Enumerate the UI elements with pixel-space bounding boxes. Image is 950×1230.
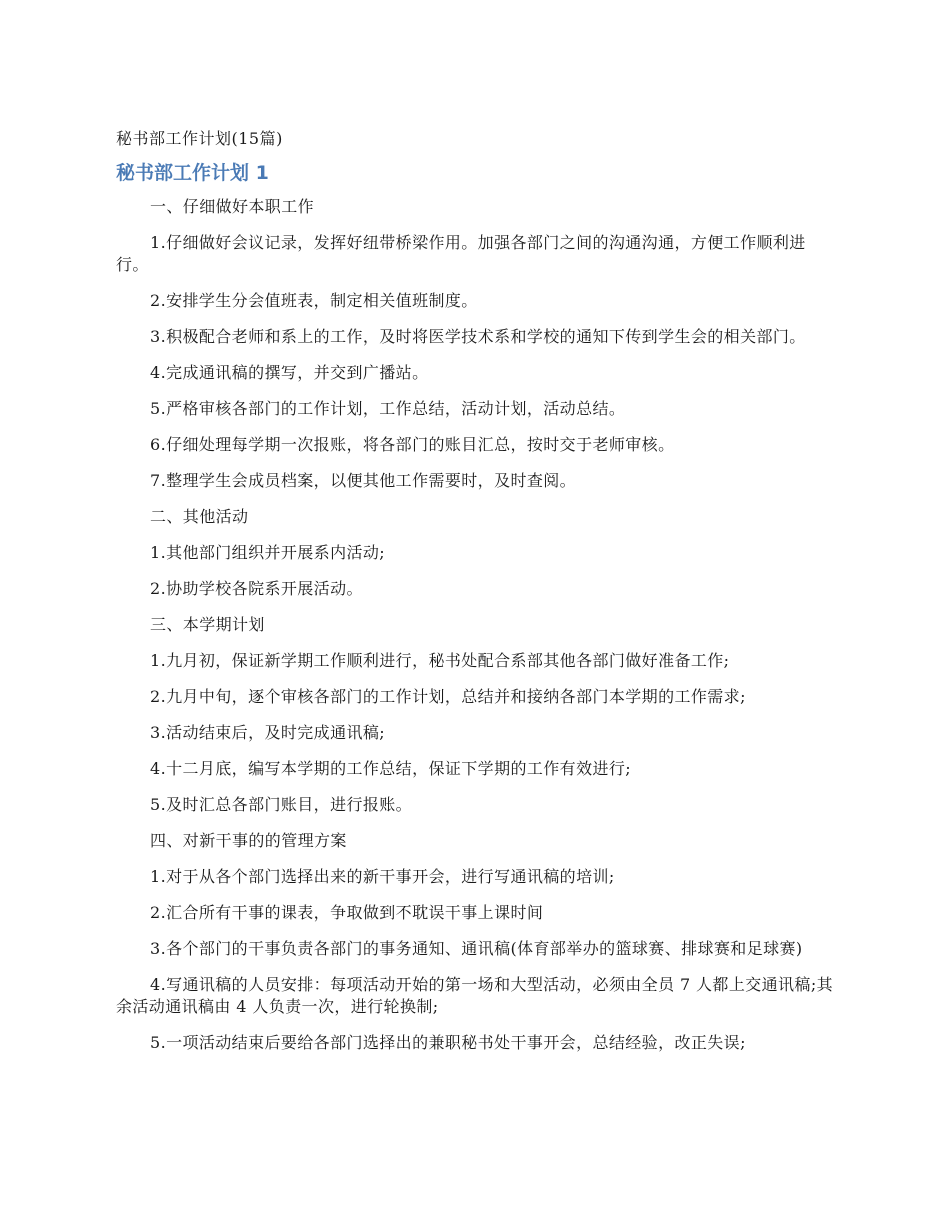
paragraph: 5.严格审核各部门的工作计划，工作总结，活动计划，活动总结。 (150, 399, 626, 418)
paragraph: 3.活动结束后，及时完成通讯稿; (150, 723, 386, 742)
document-body (116, 126, 836, 1068)
paragraph: 1.仔细做好会议记录，发挥好纽带桥梁作用。加强各部门之间的沟通沟通，方便工作顺利进行。 (116, 233, 806, 274)
paragraph: 3.各个部门的干事负责各部门的事务通知、通讯稿(体育部举办的篮球赛、排球赛和足球赛) (150, 939, 803, 958)
paragraph: 5.一项活动结束后要给各部门选择出的兼职秘书处干事开会，总结经验，改正失误; (150, 1033, 746, 1052)
paragraph: 3.积极配合老师和系上的工作，及时将医学技术系和学校的通知下传到学生会的相关部门。 (150, 327, 806, 346)
paragraph-heading-3: 三、本学期计划 (150, 615, 265, 634)
paragraph-heading-1: 一、仔细做好本职工作 (150, 197, 315, 216)
paragraph: 6.仔细处理每学期一次报账，将各部门的账目汇总，按时交于老师审核。 (150, 435, 675, 454)
paragraph: 4.完成通讯稿的撰写，并交到广播站。 (150, 363, 429, 382)
paragraph: 4.十二月底，编写本学期的工作总结，保证下学期的工作有效进行; (150, 759, 632, 778)
paragraph: 7.整理学生会成员档案，以便其他工作需要时，及时查阅。 (150, 471, 577, 490)
paragraph: 1.其他部门组织并开展系内活动; (150, 543, 386, 562)
paragraph: 2.安排学生分会值班表，制定相关值班制度。 (150, 291, 478, 310)
section-heading: 秘书部工作计划 1 (116, 162, 269, 184)
paragraph: 1.九月初，保证新学期工作顺利进行，秘书处配合系部其他各部门做好准备工作; (150, 651, 730, 670)
paragraph: 2.协助学校各院系开展活动。 (150, 579, 363, 598)
paragraph: 1.对于从各个部门选择出来的新干事开会，进行写通讯稿的培训; (150, 867, 615, 886)
paragraph-heading-2: 二、其他活动 (150, 507, 249, 526)
paragraph: 5.及时汇总各部门账目，进行报账。 (150, 795, 413, 814)
paragraph: 2.汇合所有干事的课表，争取做到不耽误干事上课时间 (150, 903, 544, 922)
paragraph: 4.写通讯稿的人员安排：每项活动开始的第一场和大型活动，必须由全员 7 人都上交通讯稿;其余活动通讯稿由 4 人负责一次，进行轮换制; (116, 975, 834, 1016)
paragraph: 2.九月中旬，逐个审核各部门的工作计划，总结并和接纳各部门本学期的工作需求; (150, 687, 746, 706)
paragraph-heading-4: 四、对新干事的的管理方案 (150, 831, 347, 850)
document-title: 秘书部工作计划(15篇) (116, 129, 283, 148)
